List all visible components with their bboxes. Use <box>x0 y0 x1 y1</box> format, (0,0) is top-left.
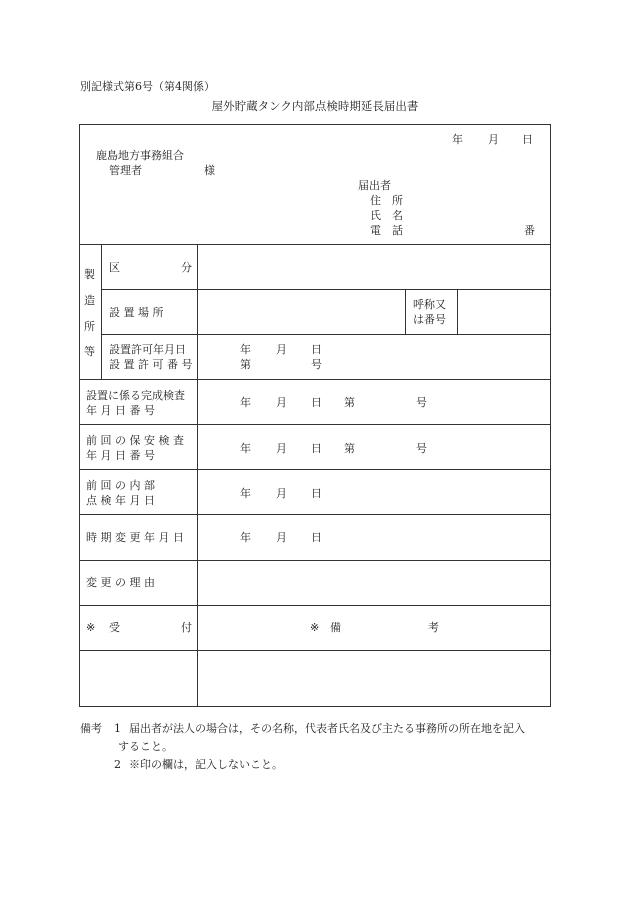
rule-location <box>101 334 550 335</box>
document-title: 屋外貯蔵タンク内部点検時期延長届出書 <box>211 99 419 113</box>
prev-safety-month: 月 <box>276 442 287 455</box>
note-1-line-1: 届出者が法人の場合は，その名称，代表者氏名及び主たる事務所の所在地を記入 <box>129 722 525 735</box>
form-table <box>79 124 551 707</box>
prev-internal-month: 月 <box>276 487 287 500</box>
applicant-label: 届出者 <box>358 179 391 192</box>
rule-change-reason <box>80 605 550 606</box>
note-2-number: 2 <box>114 758 121 771</box>
reception-label-a: 受 <box>109 621 120 634</box>
notes-heading: 備考 <box>80 722 102 735</box>
permit-no-prefix: 第 <box>240 358 251 371</box>
date-year: 年 <box>452 133 463 146</box>
rule-category <box>101 289 550 290</box>
completion-year: 年 <box>240 396 251 409</box>
prev-safety-no-suffix: 号 <box>416 442 427 455</box>
form-reference: 別記様式第6号（第4関係） <box>80 80 215 93</box>
completion-label-2: 年 月 日 番 号 <box>86 404 155 417</box>
prev-internal-label-1: 前 回 の 内 部 <box>86 479 155 492</box>
change-date-year: 年 <box>240 531 251 544</box>
remarks-mark: ※ <box>310 621 320 634</box>
honorific: 様 <box>204 164 215 177</box>
reception-label-b: 付 <box>181 621 192 634</box>
remarks-label-b: 考 <box>428 621 439 634</box>
permit-year: 年 <box>240 343 251 356</box>
permit-label-1: 設置許可年月日 <box>109 343 186 356</box>
rule-permit <box>80 379 550 380</box>
prev-internal-day: 日 <box>311 487 322 500</box>
rule-callsign-right <box>457 289 458 334</box>
facility-char-1: 製 <box>84 268 95 281</box>
address-label: 住 所 <box>370 194 403 207</box>
rule-callsign-left <box>405 289 406 334</box>
rule-completion <box>80 424 550 425</box>
permit-day: 日 <box>311 343 322 356</box>
addressee-org: 鹿島地方事務組合 <box>96 149 184 162</box>
prev-safety-day: 日 <box>311 442 322 455</box>
change-date-month: 月 <box>276 531 287 544</box>
rule-facility-col <box>101 244 102 379</box>
reception-mark: ※ <box>86 621 96 634</box>
note-1-line-2: すること。 <box>118 740 173 753</box>
date-month: 月 <box>488 133 499 146</box>
addressee-role: 管理者 <box>109 164 142 177</box>
completion-no-suffix: 号 <box>416 396 427 409</box>
category-label-a: 区 <box>109 261 120 274</box>
completion-month: 月 <box>276 396 287 409</box>
completion-no-prefix: 第 <box>344 396 355 409</box>
location-label: 設 置 場 所 <box>109 306 164 319</box>
prev-safety-year: 年 <box>240 442 251 455</box>
prev-safety-label-2: 年 月 日 番 号 <box>86 449 155 462</box>
prev-safety-label-1: 前 回 の 保 安 検 査 <box>86 434 184 447</box>
note-2-text: ※印の欄は，記入しないこと。 <box>129 758 283 771</box>
permit-label-2: 設 置 許 可 番 号 <box>109 358 193 371</box>
remarks-label-a: 備 <box>330 621 341 634</box>
date-day: 日 <box>522 133 533 146</box>
note-1-number: 1 <box>114 722 121 735</box>
change-reason-label: 変 更 の 理 由 <box>86 576 155 589</box>
completion-label-1: 設置に係る完成検査 <box>86 389 185 402</box>
phone-label: 電 話 <box>370 224 403 237</box>
permit-no-suffix: 号 <box>311 358 322 371</box>
prev-internal-year: 年 <box>240 487 251 500</box>
prev-internal-label-2: 点 検 年 月 日 <box>86 494 155 507</box>
category-label-b: 分 <box>181 261 192 274</box>
completion-day: 日 <box>311 396 322 409</box>
rule-change-date <box>80 560 550 561</box>
rule-prev-internal <box>80 514 550 515</box>
permit-month: 月 <box>276 343 287 356</box>
callsign-label-1: 呼称又 <box>413 298 446 311</box>
change-date-label: 時 期 変 更 年 月 日 <box>86 531 184 544</box>
rule-label-col <box>197 244 198 706</box>
phone-suffix: 番 <box>524 224 535 237</box>
rule-prev-safety <box>80 469 550 470</box>
facility-char-2: 造 <box>84 294 95 307</box>
change-date-day: 日 <box>311 531 322 544</box>
callsign-label-2: は番号 <box>413 313 446 326</box>
facility-char-4: 等 <box>84 345 95 358</box>
name-label: 氏 名 <box>370 209 403 222</box>
remarks-blank-cell[interactable] <box>198 651 550 706</box>
facility-char-3: 所 <box>84 320 95 333</box>
reception-blank-cell[interactable] <box>80 651 196 706</box>
rule-header <box>80 244 550 245</box>
prev-safety-no-prefix: 第 <box>344 442 355 455</box>
